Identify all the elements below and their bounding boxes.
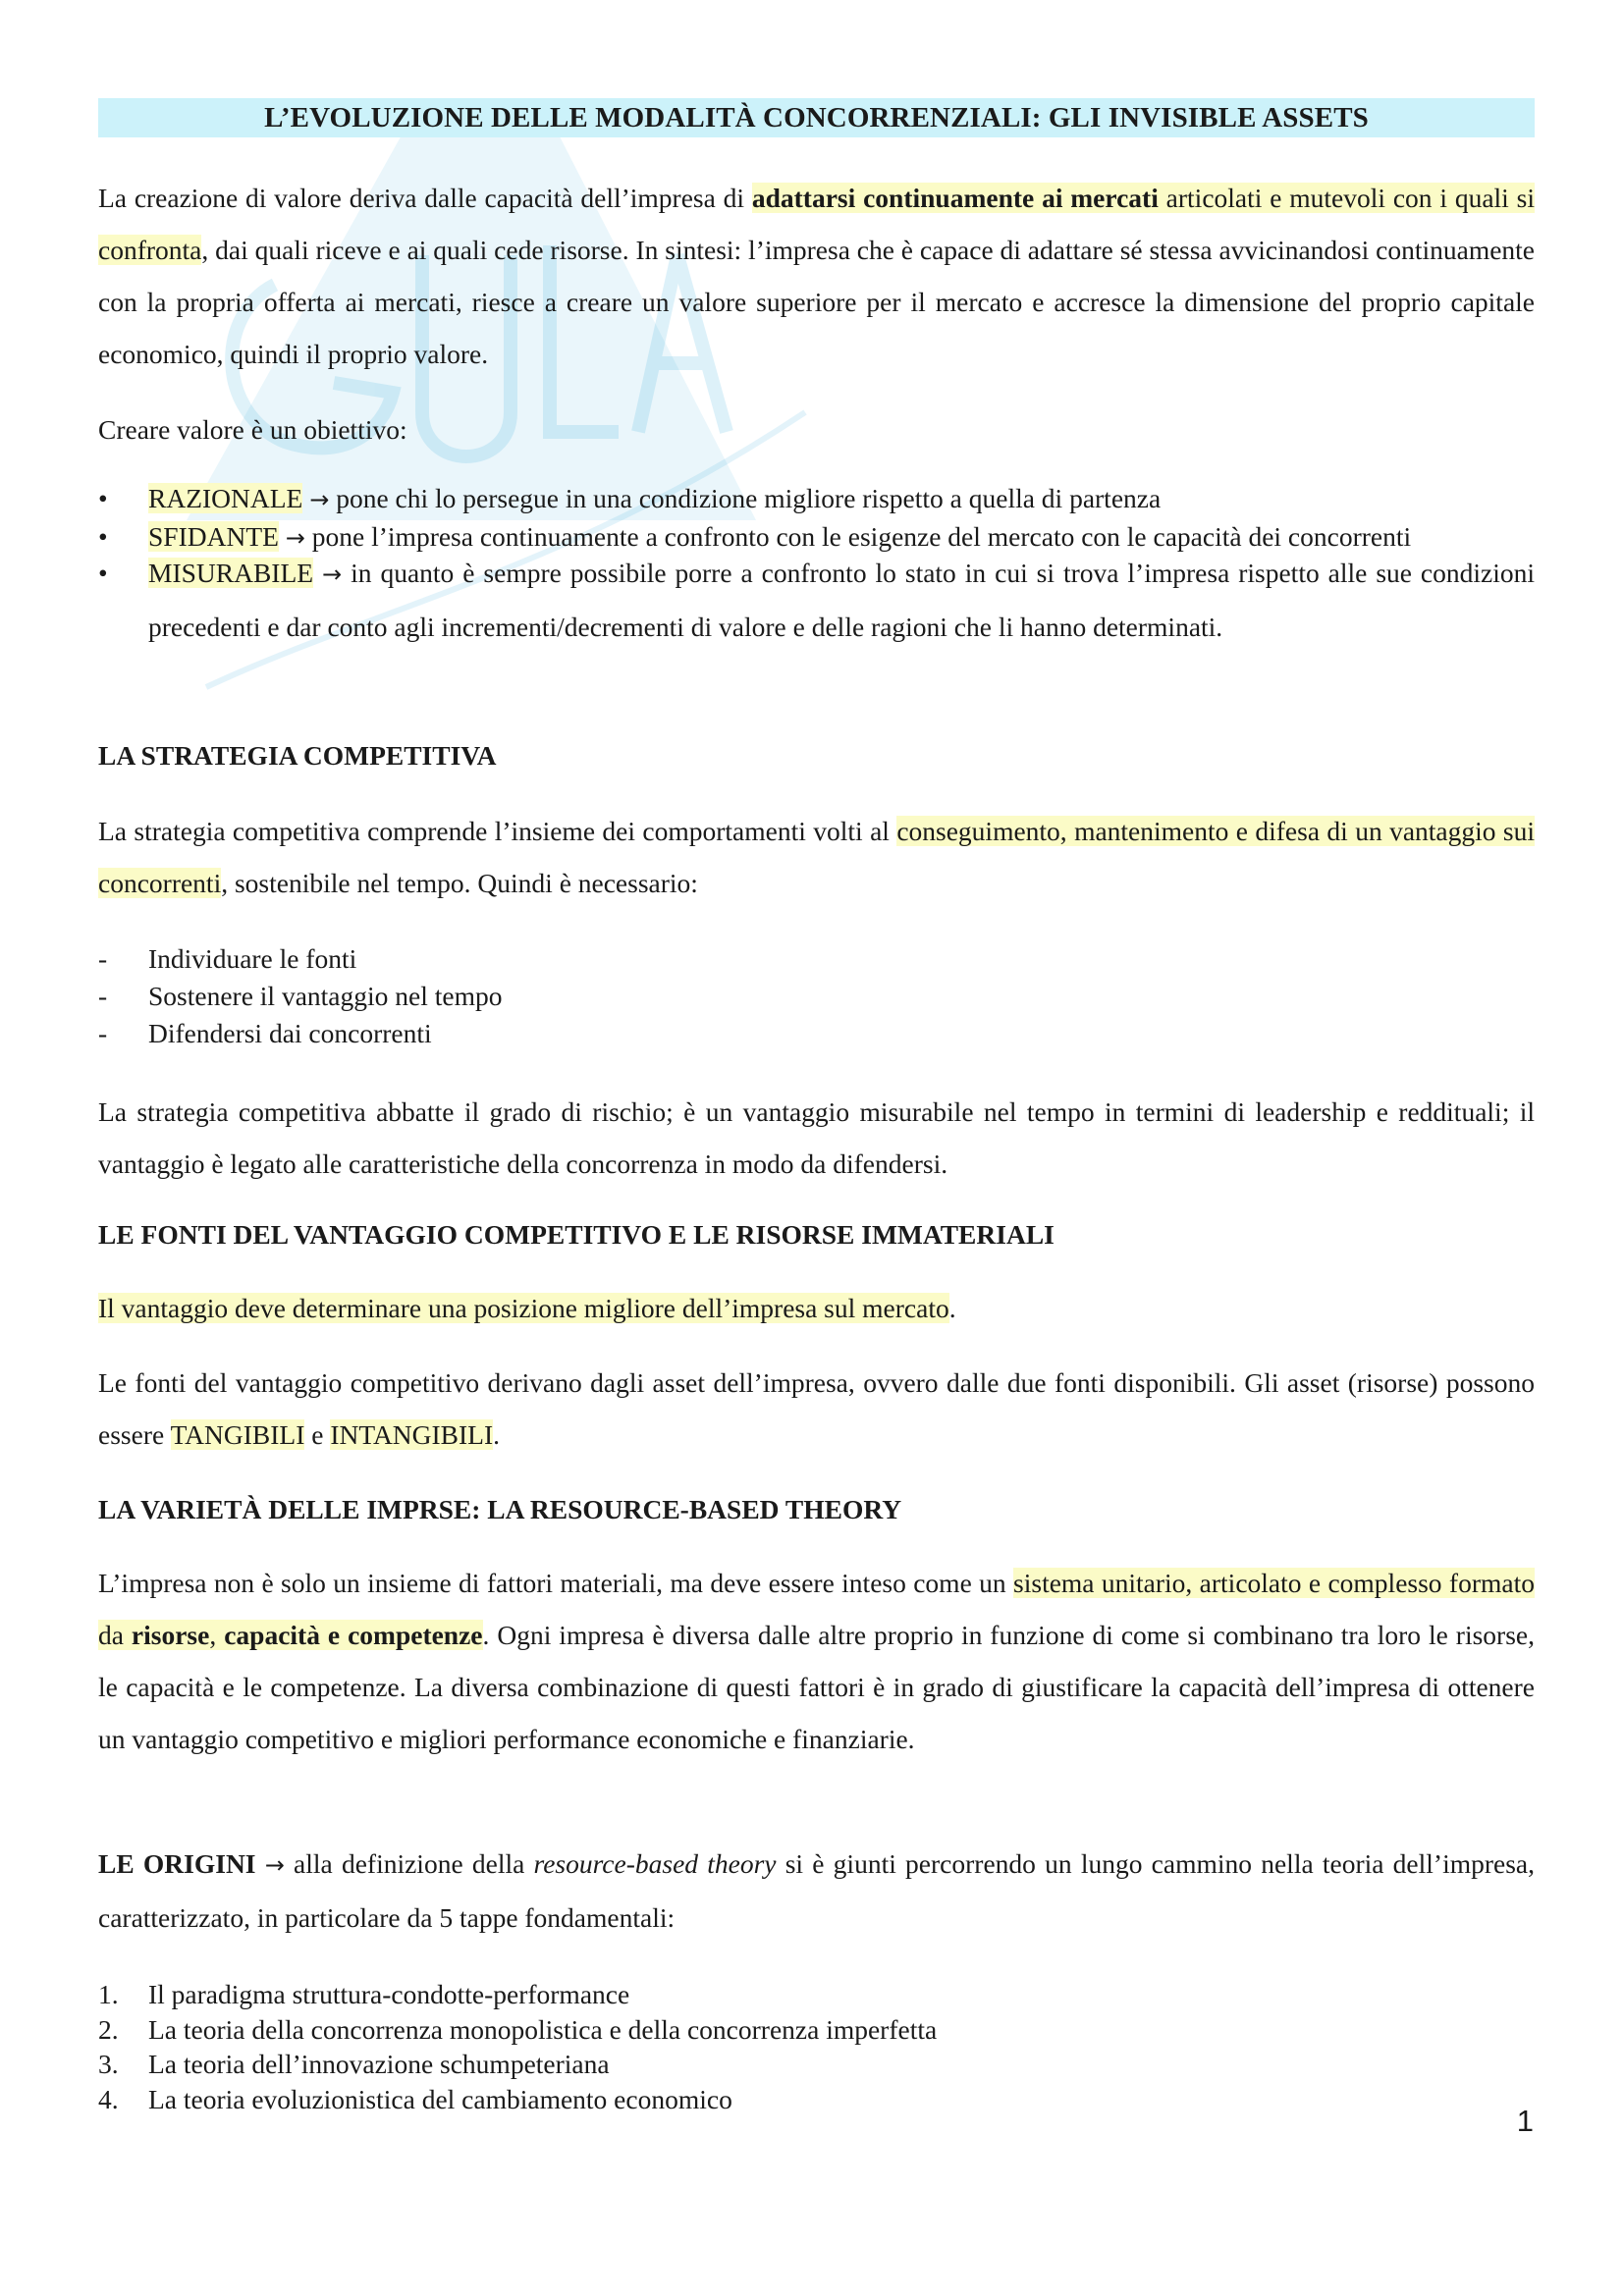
objective-item: • SFIDANTE → pone l’impresa continuamente a confronto con le esigenze del mercato con le capacità dei concorrenti	[98, 518, 1535, 557]
list-item: 3. La teoria dell’innovazione schumpeteriana	[98, 2049, 610, 2079]
arrow-right-icon: →	[264, 1851, 285, 1879]
sources-paragraph: Le fonti del vantaggio competitivo derivano dagli asset dell’impresa, ovvero dalle due fonti disponibili. Gli asset (risorse) possono essere TANGIBILI e INTANGIBILI.	[98, 1367, 1535, 1450]
sources-statement: Il vantaggio deve determinare una posizione migliore dell’impresa sul mercato.	[98, 1293, 956, 1323]
document-page	[98, 0, 1535, 2296]
list-item: - Difendersi dai concorrenti	[98, 1015, 1535, 1052]
strategy-closing-paragraph: La strategia competitiva abbatte il grado di rischio; è un vantaggio misurabile nel tempo in termini di leadership e reddituali; il vantaggio è legato alle caratteristiche della concorrenza in modo da difendersi.	[98, 1096, 1535, 1179]
dash-icon: -	[98, 943, 108, 974]
dash-icon: -	[98, 981, 108, 1011]
variety-paragraph: L’impresa non è solo un insieme di fattori materiali, ma deve essere inteso come un sistema unitario, articolato e complesso formato da risorse, capacità e competenze. Ogni impresa è diversa dalle altre proprio in funzione di come si combinano tra loro le risorse, le capacità e le competenze. La diversa combinazione di questi fattori è in grado di giustificare la capacità dell’impresa di ottenere un vantaggio competitivo e migliori performance economiche e finanziarie.	[98, 1568, 1535, 1754]
list-item: 1. Il paradigma struttura-condotte-performance	[98, 1979, 630, 2009]
origins-steps-list	[98, 1977, 1535, 2116]
objectives-list	[98, 480, 1535, 654]
heading-strategia-competitiva: LA STRATEGIA COMPETITIVA	[98, 740, 497, 771]
page-number: 1	[1516, 2104, 1534, 2138]
list-item: - Individuare le fonti	[98, 940, 1535, 978]
heading-varieta-imprese: LA VARIETÀ DELLE IMPRSE: LA RESOURCE-BASED THEORY	[98, 1494, 902, 1524]
bullet-icon: •	[98, 483, 108, 513]
arrow-right-icon: →	[322, 561, 343, 588]
arrow-right-icon: →	[285, 524, 305, 552]
origins-paragraph: LE ORIGINI → alla definizione della resource-based theory si è giunti percorrendo un lungo cammino nella teoria dell’impresa, caratterizzato, in particolare da 5 tappe fondamentali:	[98, 1848, 1536, 1933]
list-item: 4. La teoria evoluzionistica del cambiamento economico	[98, 2083, 732, 2114]
bullet-icon: •	[98, 558, 108, 588]
list-item: 2. La teoria della concorrenza monopolistica e della concorrenza imperfetta	[98, 2013, 938, 2045]
objective-item: • MISURABILE → in quanto è sempre possibile porre a confronto lo stato in cui si trova l’impresa rispetto alle sue condizioni precedenti e dar conto agli incrementi/decrementi di valore e delle ragioni che li hanno determinati.	[98, 547, 1535, 654]
intro-paragraph: La creazione di valore deriva dalle capacità dell’impresa di adattarsi continuamente ai mercati articolati e mutevoli con i quali si confronta, dai quali riceve e ai quali cede risorse. In sintesi: l’impresa che è capace di adattare sé stessa avvicinandosi continuamente con la propria offerta ai mercati, riesce a creare un valore superiore per il mercato e accresce la dimensione del proprio capitale economico, quindi il proprio valore.	[98, 183, 1536, 369]
strategy-paragraph: La strategia competitiva comprende l’insieme dei comportamenti volti al conseguimento, mantenimento e difesa di un vantaggio sui concorrenti, sostenibile nel tempo. Quindi è necessario:	[98, 816, 1536, 898]
dash-icon: -	[98, 1018, 108, 1048]
heading-fonti-vantaggio: LE FONTI DEL VANTAGGIO COMPETITIVO E LE RISORSE IMMATERIALI	[98, 1219, 1055, 1250]
arrow-right-icon: →	[309, 486, 330, 513]
strategy-needs-list	[98, 940, 1535, 1052]
list-item: - Sostenere il vantaggio nel tempo	[98, 978, 1535, 1015]
page-title: L’EVOLUZIONE DELLE MODALITÀ CONCORRENZIALI: GLI INVISIBLE ASSETS	[98, 98, 1535, 137]
objective-intro: Creare valore è un obiettivo:	[98, 414, 407, 445]
bullet-icon: •	[98, 521, 108, 552]
objective-item: • RAZIONALE → pone chi lo persegue in una condizione migliore rispetto a quella di partenza	[98, 480, 1535, 518]
